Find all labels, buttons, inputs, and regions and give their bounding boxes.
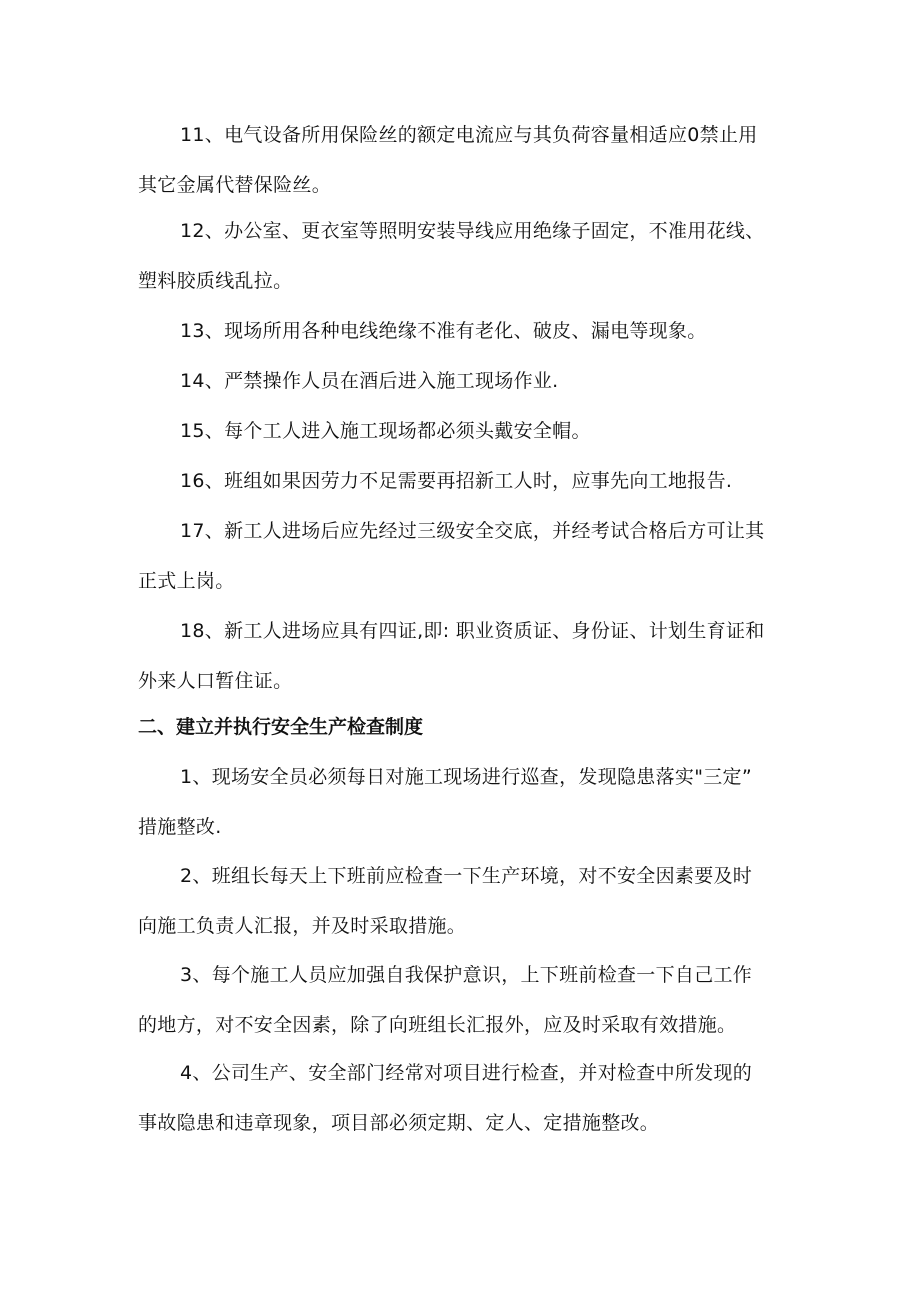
- list-item-line: 外来人口暂住证。: [138, 670, 293, 692]
- list-item-line: 措施整改.: [138, 816, 222, 838]
- list-item-line: 的地方，对不安全因素，除了向班组长汇报外，应及时采取有效措施。: [138, 1014, 737, 1036]
- section-heading: 二、建立并执行安全生产检查制度: [138, 716, 424, 738]
- list-item-line: 正式上岗。: [138, 570, 235, 592]
- list-item-line: 13、现场所用各种电线绝缘不准有老化、破皮、漏电等现象。: [180, 320, 707, 342]
- list-item-line: 向施工负责人汇报，并及时采取措施。: [138, 915, 467, 937]
- list-item-line: 事故隐患和违章现象，项目部必须定期、定人、定措施整改。: [138, 1112, 660, 1134]
- list-item-line: 其它金属代替保险丝。: [138, 174, 332, 196]
- list-item-line: 17、新工人进场后应先经过三级安全交底，并经考试合格后方可让其: [180, 520, 765, 542]
- list-item-line: 14、严禁操作人员在酒后进入施工现场作业.: [180, 370, 559, 392]
- list-item-line: 12、办公室、更衣室等照明安装导线应用绝缘子固定，不准用花线、: [180, 220, 765, 242]
- list-item-13: [138, 306, 798, 356]
- list-item-17: [138, 506, 798, 606]
- list-item-line: 2、班组长每天上下班前应检查一下生产环境，对不安全因素要及时: [180, 865, 753, 887]
- list-item-line: 18、新工人进场应具有四证,即: 职业资质证、身份证、计划生育证和: [180, 620, 765, 642]
- list-item-16: [138, 456, 798, 506]
- list-item-18: [138, 606, 798, 706]
- list-item-14: [138, 356, 798, 406]
- list-item-line: 塑料胶质线乱拉。: [138, 270, 293, 292]
- list-item-15: [138, 406, 798, 456]
- list-item-line: 16、班组如果因劳力不足需要再招新工人时，应事先向工地报告.: [180, 470, 733, 492]
- list-item-3: [138, 950, 798, 1050]
- list-item-4: [138, 1048, 798, 1148]
- list-item-11: [138, 110, 798, 210]
- list-item-1: [138, 752, 798, 852]
- list-item-2: [138, 851, 798, 951]
- list-item-line: 15、每个工人进入施工现场都必须头戴安全帽。: [180, 420, 591, 442]
- list-item-12: [138, 206, 798, 306]
- list-item-line: 1、现场安全员必须每日对施工现场进行巡查，发现隐患落实"三定”: [180, 766, 752, 788]
- list-item-line: 11、电气设备所用保险丝的额定电流应与其负荷容量相适应0禁止用: [180, 124, 758, 146]
- list-item-line: 3、每个施工人员应加强自我保护意识，上下班前检查一下自己工作: [180, 964, 753, 986]
- list-item-line: 4、公司生产、安全部门经常对项目进行检查，并对检查中所发现的: [180, 1062, 753, 1084]
